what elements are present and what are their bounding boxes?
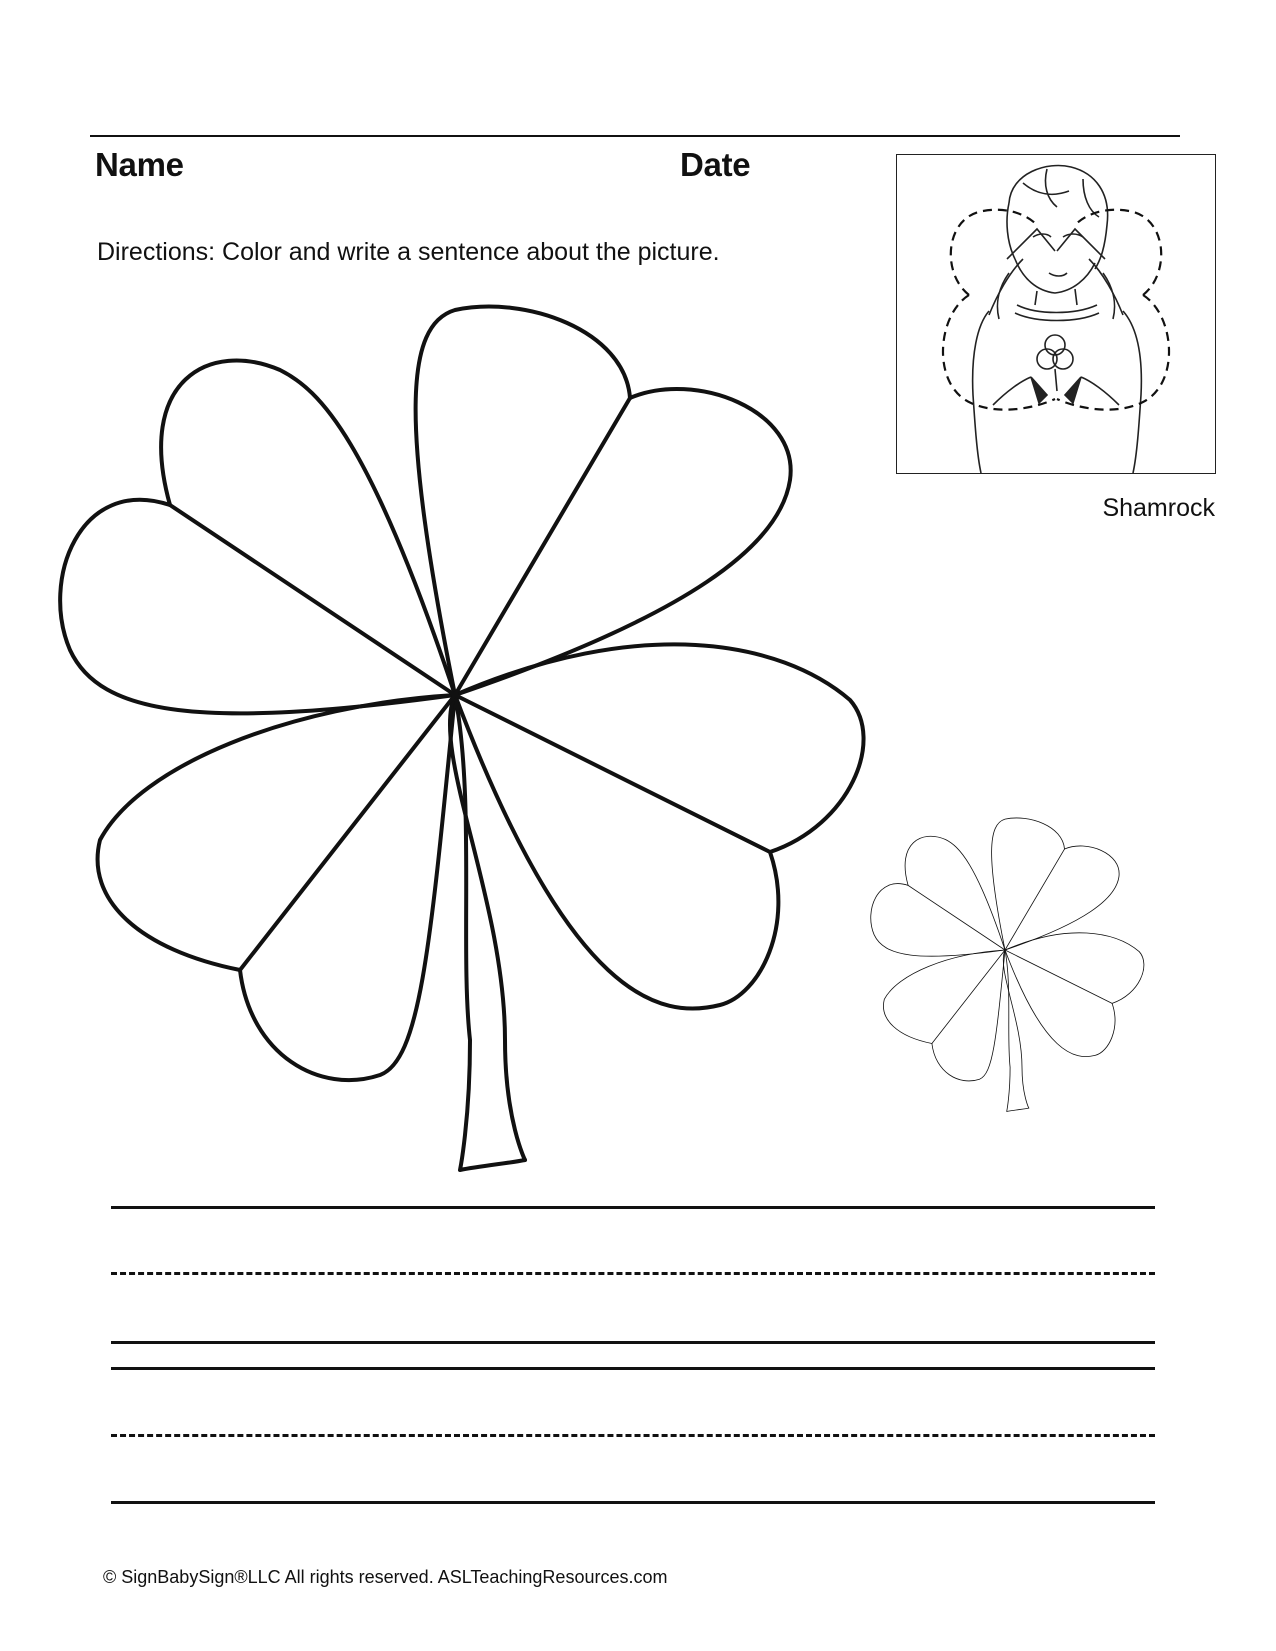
copyright-footer: © SignBabySign®LLC All rights reserved. ASLTeachingResources.com <box>103 1567 668 1587</box>
writing-line-midline-1 <box>111 1272 1155 1275</box>
writing-line-base-2 <box>111 1501 1155 1504</box>
writing-line-top-1 <box>111 1206 1155 1209</box>
sign-caption: Shamrock <box>1102 494 1215 522</box>
date-label: Date <box>680 146 751 183</box>
large-shamrock <box>60 307 863 1170</box>
directions-text: Directions: Color and write a sentence about the picture. <box>97 238 720 266</box>
name-label: Name <box>95 146 184 183</box>
writing-line-base-1 <box>111 1341 1155 1344</box>
writing-line-midline-2 <box>111 1434 1155 1437</box>
writing-line-top-2 <box>111 1367 1155 1370</box>
small-shamrock <box>871 818 1144 1112</box>
